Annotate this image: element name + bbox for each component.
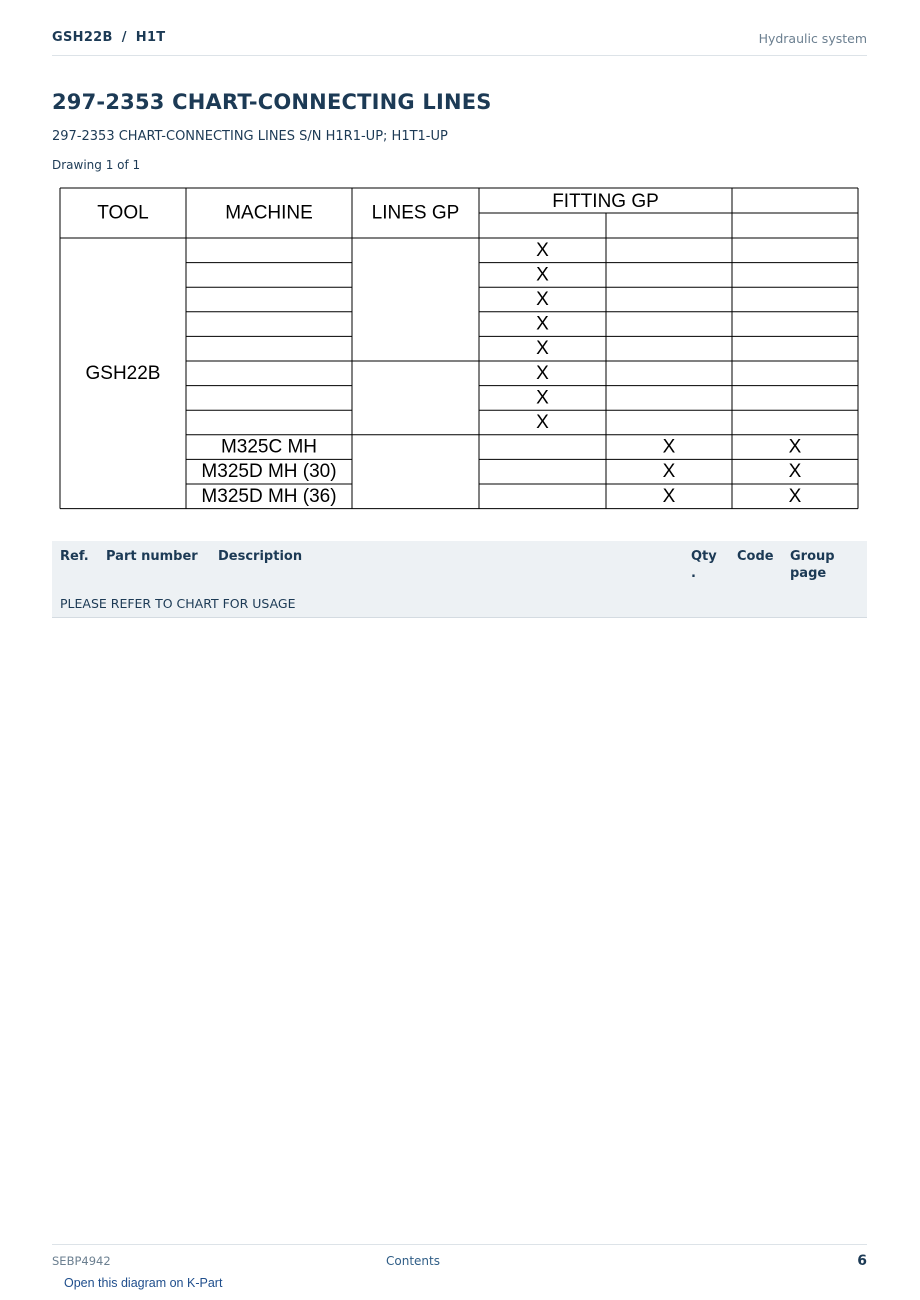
breadcrumb-serial[interactable]: H1T bbox=[135, 30, 166, 45]
page-subtitle: 297-2353 CHART-CONNECTING LINES S/N H1R1-UP; H1T1-UP bbox=[52, 129, 448, 144]
fitting-mark: X bbox=[536, 264, 549, 286]
fitting-mark: X bbox=[536, 387, 549, 409]
fitting-mark: X bbox=[536, 239, 549, 261]
fitting-mark: X bbox=[536, 289, 549, 310]
machine-name: M325D MH (36) bbox=[201, 485, 337, 507]
page-header bbox=[52, 28, 867, 56]
col-ref: Ref. bbox=[60, 549, 89, 564]
fitting-mark: X bbox=[788, 485, 802, 507]
fitting-mark: X bbox=[536, 338, 549, 360]
connecting-lines-chart bbox=[58, 186, 864, 516]
fitting-mark: X bbox=[536, 362, 549, 384]
fitting-mark: X bbox=[662, 436, 676, 458]
header-machine: MACHINE bbox=[225, 202, 313, 224]
fitting-mark: X bbox=[536, 313, 549, 335]
fitting-mark: X bbox=[536, 412, 549, 433]
fitting-mark: X bbox=[662, 461, 676, 483]
fitting-mark: X bbox=[788, 461, 802, 483]
fitting-mark: X bbox=[788, 436, 802, 458]
col-description: Description bbox=[218, 549, 303, 564]
document-id: SEBP4942 bbox=[52, 1254, 111, 1268]
header-fitting-gp: FITTING GP bbox=[552, 191, 659, 212]
col-part-number: Part number bbox=[106, 549, 198, 564]
col-qty: Qty . bbox=[691, 549, 717, 581]
col-group-page: Group page bbox=[790, 549, 835, 581]
drawing-count: Drawing 1 of 1 bbox=[52, 158, 141, 172]
breadcrumb-model[interactable]: GSH22B bbox=[52, 30, 113, 45]
breadcrumb bbox=[52, 30, 165, 45]
chart-svg bbox=[58, 186, 864, 516]
machine-name: M325C MH bbox=[220, 436, 318, 458]
section-name: Hydraulic system bbox=[758, 31, 867, 46]
parts-table bbox=[52, 541, 867, 618]
fitting-mark: X bbox=[662, 485, 676, 507]
header-lines-gp: LINES GP bbox=[371, 202, 460, 224]
usage-note: PLEASE REFER TO CHART FOR USAGE bbox=[60, 596, 296, 611]
page-title: 297-2353 CHART-CONNECTING LINES bbox=[52, 90, 492, 114]
page-footer bbox=[52, 1244, 867, 1274]
breadcrumb-separator: / bbox=[121, 30, 127, 45]
col-code: Code bbox=[737, 549, 774, 564]
machine-name: M325D MH (30) bbox=[201, 461, 337, 483]
page-number: 6 bbox=[857, 1253, 867, 1269]
header-tool: TOOL bbox=[97, 202, 149, 224]
contents-link[interactable]: Contents bbox=[386, 1254, 440, 1268]
tool-name: GSH22B bbox=[85, 362, 161, 384]
kpart-link[interactable]: Open this diagram on K-Part bbox=[64, 1276, 223, 1290]
